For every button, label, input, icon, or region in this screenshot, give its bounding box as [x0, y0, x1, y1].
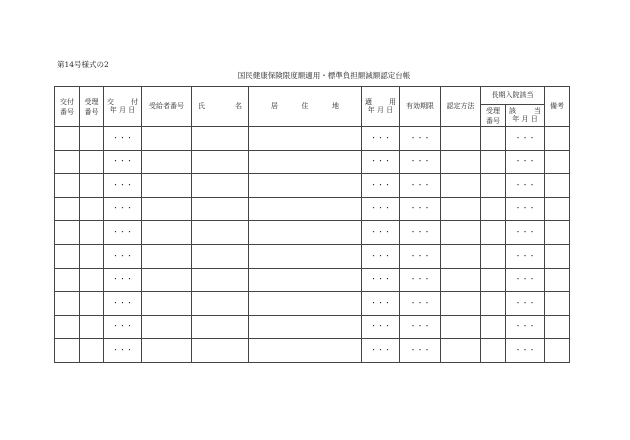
cell-method[interactable] — [441, 315, 481, 339]
cell-method[interactable] — [441, 292, 481, 316]
form-number: 第14号様式の2 — [57, 60, 109, 69]
header-applicable-date: 適 用 年 月 日 — [362, 87, 400, 127]
cell-applicable-date[interactable]: ・・・ — [362, 197, 400, 221]
cell-receipt-number[interactable] — [80, 268, 104, 292]
cell-long-date[interactable]: ・・・ — [506, 244, 545, 268]
cell-receipt-number[interactable] — [80, 127, 104, 151]
cell-remarks[interactable] — [545, 292, 570, 316]
cell-remarks[interactable] — [545, 339, 570, 363]
table-row — [55, 268, 570, 292]
cell-remarks[interactable] — [545, 197, 570, 221]
cell-issue-date[interactable]: ・・・ — [104, 244, 142, 268]
table-row — [55, 315, 570, 339]
cell-long-receipt-number[interactable] — [481, 150, 506, 174]
cell-name[interactable] — [192, 221, 249, 245]
cell-name[interactable] — [192, 292, 249, 316]
cell-recipient-number[interactable] — [142, 221, 192, 245]
cell-applicable-date[interactable]: ・・・ — [362, 315, 400, 339]
cell-validity[interactable]: ・・・ — [400, 197, 441, 221]
table-row — [55, 174, 570, 198]
table-row — [55, 221, 570, 245]
cell-name[interactable] — [192, 268, 249, 292]
cell-address[interactable] — [249, 150, 362, 174]
cell-issue-date[interactable]: ・・・ — [104, 221, 142, 245]
cell-issue-number[interactable] — [55, 292, 80, 316]
cell-method[interactable] — [441, 197, 481, 221]
cell-address[interactable] — [249, 127, 362, 151]
cell-name[interactable] — [192, 174, 249, 198]
header-name: 氏 名 — [192, 87, 249, 127]
table-header — [55, 87, 570, 127]
cell-issue-date[interactable]: ・・・ — [104, 268, 142, 292]
cell-recipient-number[interactable] — [142, 127, 192, 151]
cell-recipient-number[interactable] — [142, 292, 192, 316]
cell-validity[interactable]: ・・・ — [400, 221, 441, 245]
cell-validity[interactable]: ・・・ — [400, 315, 441, 339]
header-receipt-number: 受理 番号 — [80, 87, 104, 127]
cell-issue-date[interactable]: ・・・ — [104, 150, 142, 174]
cell-recipient-number[interactable] — [142, 150, 192, 174]
cell-receipt-number[interactable] — [80, 315, 104, 339]
cell-remarks[interactable] — [545, 315, 570, 339]
table-row — [55, 127, 570, 151]
cell-recipient-number[interactable] — [142, 174, 192, 198]
header-issue-number: 交付 番号 — [55, 87, 80, 127]
cell-applicable-date[interactable]: ・・・ — [362, 339, 400, 363]
cell-remarks[interactable] — [545, 268, 570, 292]
cell-receipt-number[interactable] — [80, 150, 104, 174]
cell-validity[interactable]: ・・・ — [400, 174, 441, 198]
cell-issue-number[interactable] — [55, 174, 80, 198]
cell-name[interactable] — [192, 150, 249, 174]
cell-address[interactable] — [249, 244, 362, 268]
cell-issue-number[interactable] — [55, 244, 80, 268]
cell-receipt-number[interactable] — [80, 197, 104, 221]
cell-applicable-date[interactable]: ・・・ — [362, 150, 400, 174]
cell-address[interactable] — [249, 221, 362, 245]
header-address: 居 住 地 — [249, 87, 362, 127]
cell-name[interactable] — [192, 127, 249, 151]
cell-long-date[interactable]: ・・・ — [506, 221, 545, 245]
cell-long-receipt-number[interactable] — [481, 174, 506, 198]
cell-receipt-number[interactable] — [80, 244, 104, 268]
cell-applicable-date[interactable]: ・・・ — [362, 174, 400, 198]
cell-issue-number[interactable] — [55, 127, 80, 151]
header-validity: 有効期限 — [400, 87, 441, 127]
header-remarks: 備考 — [545, 87, 570, 127]
cell-long-receipt-number[interactable] — [481, 221, 506, 245]
table-row — [55, 339, 570, 363]
cell-validity[interactable]: ・・・ — [400, 292, 441, 316]
cell-long-date[interactable]: ・・・ — [506, 127, 545, 151]
cell-validity[interactable]: ・・・ — [400, 244, 441, 268]
cell-issue-number[interactable] — [55, 150, 80, 174]
header-issue-date: 交 付 年 月 日 — [104, 87, 142, 127]
cell-long-date[interactable]: ・・・ — [506, 174, 545, 198]
cell-validity[interactable]: ・・・ — [400, 127, 441, 151]
cell-recipient-number[interactable] — [142, 315, 192, 339]
cell-method[interactable] — [441, 244, 481, 268]
cell-issue-date[interactable]: ・・・ — [104, 292, 142, 316]
cell-remarks[interactable] — [545, 244, 570, 268]
cell-validity[interactable]: ・・・ — [400, 150, 441, 174]
cell-long-date[interactable]: ・・・ — [506, 197, 545, 221]
cell-name[interactable] — [192, 197, 249, 221]
cell-applicable-date[interactable]: ・・・ — [362, 244, 400, 268]
cell-method[interactable] — [441, 339, 481, 363]
cell-long-receipt-number[interactable] — [481, 244, 506, 268]
cell-address[interactable] — [249, 292, 362, 316]
page-title: 国民健康保険限度額適用・標準負担額減額認定台帳 — [237, 71, 411, 80]
cell-long-receipt-number[interactable] — [481, 292, 506, 316]
cell-long-receipt-number[interactable] — [481, 339, 506, 363]
cell-issue-date[interactable]: ・・・ — [104, 174, 142, 198]
cell-receipt-number[interactable] — [80, 174, 104, 198]
cell-issue-number[interactable] — [55, 221, 80, 245]
cell-remarks[interactable] — [545, 127, 570, 151]
cell-address[interactable] — [249, 339, 362, 363]
header-long-receipt-number: 受理 番号 — [481, 105, 506, 127]
cell-long-date[interactable]: ・・・ — [506, 339, 545, 363]
cell-method[interactable] — [441, 268, 481, 292]
header-recipient-number: 受給者番号 — [142, 87, 192, 127]
cell-issue-date[interactable]: ・・・ — [104, 315, 142, 339]
cell-name[interactable] — [192, 339, 249, 363]
table-row — [55, 292, 570, 316]
cell-long-date[interactable]: ・・・ — [506, 150, 545, 174]
cell-long-receipt-number[interactable] — [481, 268, 506, 292]
cell-receipt-number[interactable] — [80, 339, 104, 363]
table-row — [55, 150, 570, 174]
cell-method[interactable] — [441, 150, 481, 174]
cell-recipient-number[interactable] — [142, 339, 192, 363]
cell-validity[interactable]: ・・・ — [400, 339, 441, 363]
cell-recipient-number[interactable] — [142, 268, 192, 292]
cell-long-date[interactable]: ・・・ — [506, 268, 545, 292]
cell-issue-number[interactable] — [55, 315, 80, 339]
cell-method[interactable] — [441, 127, 481, 151]
cell-long-receipt-number[interactable] — [481, 197, 506, 221]
header-long-date: 該 当 年 月 日 — [506, 105, 545, 127]
cell-method[interactable] — [441, 221, 481, 245]
cell-address[interactable] — [249, 197, 362, 221]
cell-long-date[interactable]: ・・・ — [506, 292, 545, 316]
header-long-stay-group: 長期入院該当 — [481, 87, 545, 105]
cell-issue-date[interactable]: ・・・ — [104, 339, 142, 363]
cell-long-receipt-number[interactable] — [481, 127, 506, 151]
cell-address[interactable] — [249, 315, 362, 339]
cell-issue-date[interactable]: ・・・ — [104, 197, 142, 221]
cell-recipient-number[interactable] — [142, 197, 192, 221]
cell-validity[interactable]: ・・・ — [400, 268, 441, 292]
header-method: 認定方法 — [441, 87, 481, 127]
cell-address[interactable] — [249, 268, 362, 292]
cell-issue-number[interactable] — [55, 268, 80, 292]
cell-name[interactable] — [192, 315, 249, 339]
cell-long-date[interactable]: ・・・ — [506, 315, 545, 339]
table-row — [55, 197, 570, 221]
cell-remarks[interactable] — [545, 174, 570, 198]
cell-applicable-date[interactable]: ・・・ — [362, 127, 400, 151]
cell-receipt-number[interactable] — [80, 292, 104, 316]
cell-issue-date[interactable]: ・・・ — [104, 127, 142, 151]
cell-long-receipt-number[interactable] — [481, 315, 506, 339]
cell-applicable-date[interactable]: ・・・ — [362, 292, 400, 316]
cell-applicable-date[interactable]: ・・・ — [362, 221, 400, 245]
cell-name[interactable] — [192, 244, 249, 268]
cell-remarks[interactable] — [545, 221, 570, 245]
cell-recipient-number[interactable] — [142, 244, 192, 268]
ledger-table — [54, 86, 570, 363]
cell-issue-number[interactable] — [55, 197, 80, 221]
table-body — [55, 127, 570, 363]
cell-applicable-date[interactable]: ・・・ — [362, 268, 400, 292]
cell-issue-number[interactable] — [55, 339, 80, 363]
cell-address[interactable] — [249, 174, 362, 198]
cell-remarks[interactable] — [545, 150, 570, 174]
cell-receipt-number[interactable] — [80, 221, 104, 245]
table-row — [55, 244, 570, 268]
cell-method[interactable] — [441, 174, 481, 198]
